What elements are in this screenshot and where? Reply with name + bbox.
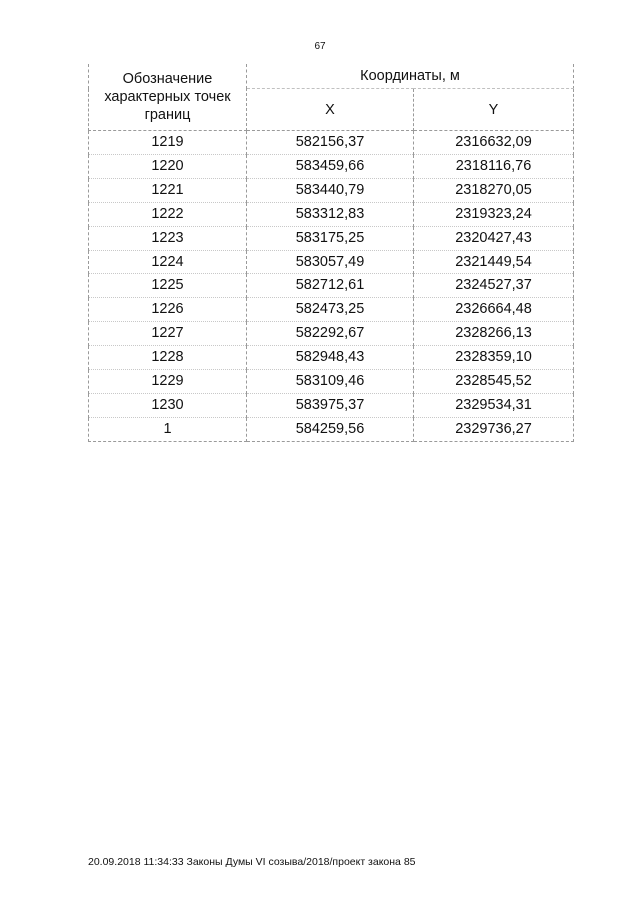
page-number: 67 xyxy=(314,41,326,52)
x-coordinate-cell: 582292,67 xyxy=(247,322,414,346)
y-coordinate-cell: 2328266,13 xyxy=(414,322,574,346)
point-cell: 1225 xyxy=(89,274,247,298)
table-row xyxy=(89,226,574,250)
x-column-header: X xyxy=(247,89,414,131)
table-row xyxy=(89,178,574,202)
x-coordinate-cell: 583975,37 xyxy=(247,393,414,417)
point-cell: 1227 xyxy=(89,322,247,346)
x-coordinate-cell: 583175,25 xyxy=(247,226,414,250)
point-cell: 1222 xyxy=(89,202,247,226)
y-coordinate-cell: 2324527,37 xyxy=(414,274,574,298)
y-coordinate-cell: 2329736,27 xyxy=(414,417,574,441)
point-cell: 1224 xyxy=(89,250,247,274)
point-cell: 1230 xyxy=(89,393,247,417)
point-designation-header: Обозначение характерных точек границ xyxy=(89,64,247,131)
coordinates-table xyxy=(88,64,574,442)
table-row xyxy=(89,154,574,178)
point-cell: 1228 xyxy=(89,346,247,370)
x-coordinate-cell: 583109,46 xyxy=(247,370,414,394)
x-coordinate-cell: 582473,25 xyxy=(247,298,414,322)
table-row xyxy=(89,274,574,298)
table-header xyxy=(89,64,574,131)
y-coordinate-cell: 2328545,52 xyxy=(414,370,574,394)
x-coordinate-cell: 583440,79 xyxy=(247,178,414,202)
y-coordinate-cell: 2329534,31 xyxy=(414,393,574,417)
y-coordinate-cell: 2316632,09 xyxy=(414,131,574,155)
table-row xyxy=(89,202,574,226)
x-coordinate-cell: 582712,61 xyxy=(247,274,414,298)
table-row xyxy=(89,322,574,346)
y-coordinate-cell: 2318270,05 xyxy=(414,178,574,202)
y-coordinate-cell: 2326664,48 xyxy=(414,298,574,322)
x-coordinate-cell: 584259,56 xyxy=(247,417,414,441)
table-body xyxy=(89,131,574,442)
table-row xyxy=(89,298,574,322)
table-row xyxy=(89,250,574,274)
y-coordinate-cell: 2320427,43 xyxy=(414,226,574,250)
x-coordinate-cell: 583459,66 xyxy=(247,154,414,178)
table-row xyxy=(89,417,574,441)
point-cell: 1229 xyxy=(89,370,247,394)
table-row xyxy=(89,346,574,370)
point-cell: 1221 xyxy=(89,178,247,202)
point-cell: 1220 xyxy=(89,154,247,178)
footer-timestamp: 20.09.2018 11:34:33 Законы Думы VI созыва/2018/проект закона 85 xyxy=(88,856,416,868)
y-column-header: Y xyxy=(414,89,574,131)
coordinates-header: Координаты, м xyxy=(247,64,574,89)
y-coordinate-cell: 2321449,54 xyxy=(414,250,574,274)
point-cell: 1219 xyxy=(89,131,247,155)
y-coordinate-cell: 2318116,76 xyxy=(414,154,574,178)
point-cell: 1223 xyxy=(89,226,247,250)
x-coordinate-cell: 582156,37 xyxy=(247,131,414,155)
x-coordinate-cell: 583057,49 xyxy=(247,250,414,274)
y-coordinate-cell: 2328359,10 xyxy=(414,346,574,370)
x-coordinate-cell: 583312,83 xyxy=(247,202,414,226)
point-cell: 1226 xyxy=(89,298,247,322)
table-row xyxy=(89,393,574,417)
point-cell: 1 xyxy=(89,417,247,441)
table-row xyxy=(89,131,574,155)
table-row xyxy=(89,370,574,394)
y-coordinate-cell: 2319323,24 xyxy=(414,202,574,226)
x-coordinate-cell: 582948,43 xyxy=(247,346,414,370)
